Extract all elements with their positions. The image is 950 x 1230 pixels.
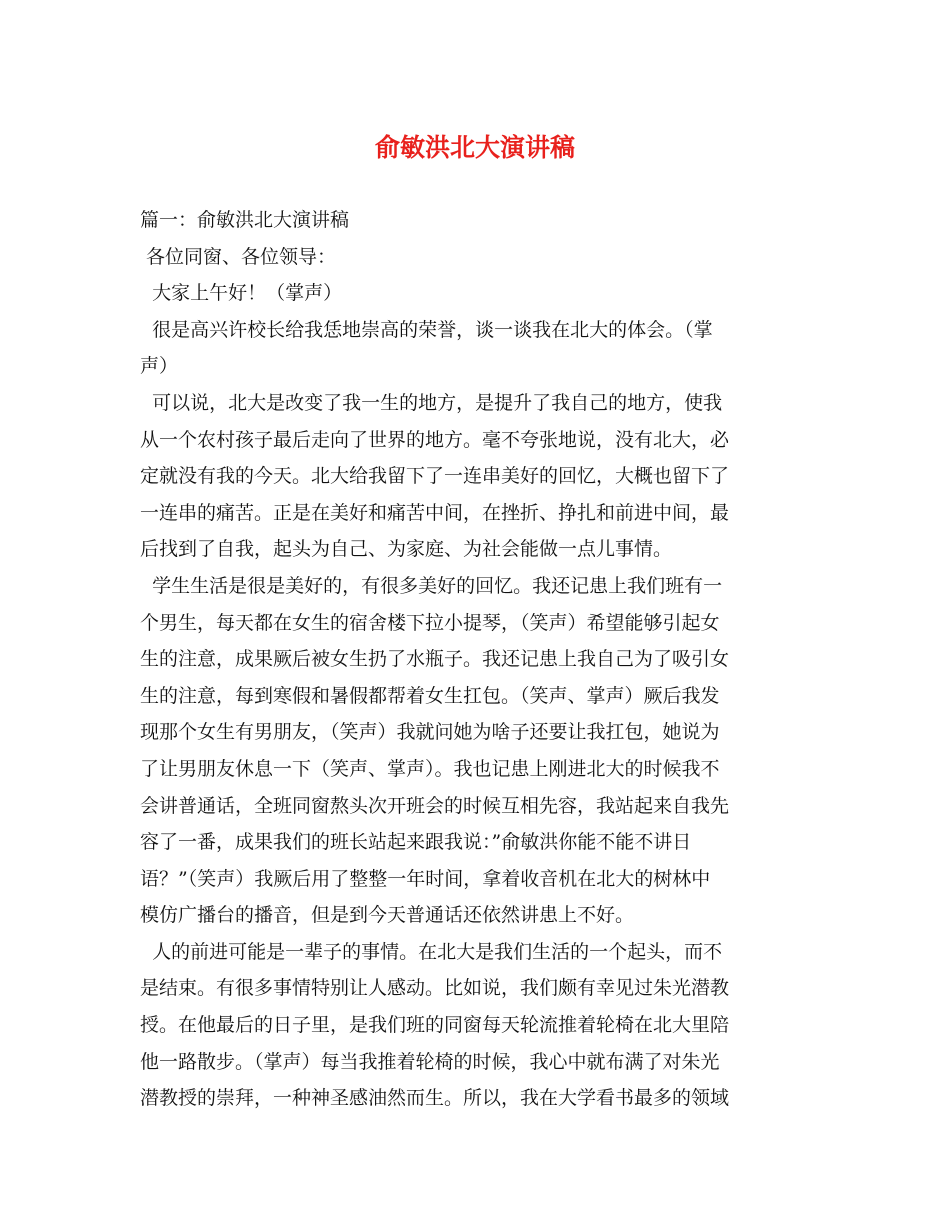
paragraph-line: 是结束。有很多事情特别让人感动。比如说，我们颇有幸见过朱光潜教 (140, 977, 730, 1000)
paragraph-line: 潜教授的崇拜，一种神圣感油然而生。所以，我在大学看书最多的领域 (140, 1087, 730, 1110)
paragraph-line: 模仿广播台的播音，但是到今天普通话还依然讲患上不好。 (140, 904, 635, 927)
paragraph-line: 学生生活是很是美好的，有很多美好的回忆。我还记患上我们班有一 (140, 574, 723, 597)
paragraph-line: 现那个女生有男朋友，（笑声）我就问她为啥子还要让我扛包，她说为 (140, 721, 720, 744)
paragraph-line: 生的注意，每到寒假和暑假都帮着女生扛包。（笑声、掌声）厥后我发 (140, 684, 720, 707)
paragraph-line: 生的注意，成果厥后被女生扔了水瓶子。我还记患上我自己为了吸引女 (140, 648, 730, 671)
paragraph-line: 了让男朋友休息一下（笑声、掌声）。我也记患上刚进北大的时候我不 (140, 757, 720, 780)
document-title: 俞敏洪北大演讲稿 (374, 133, 575, 162)
paragraph-line: 个男生，每天都在女生的宿舍楼下拉小提琴，（笑声）希望能够引起女 (140, 611, 720, 634)
paragraph-line: 授。在他最后的日子里，是我们班的同窗每天轮流推着轮椅在北大里陪 (140, 1014, 730, 1037)
paragraph-line: 后找到了自我，起头为自己、为家庭、为社会能做一点儿事情。 (140, 538, 673, 561)
paragraph-line: 会讲普通话，全班同窗熬头次开班会的时候互相先容，我站起来自我先 (140, 794, 730, 817)
paragraph-line: 一连串的痛苦。正是在美好和痛苦中间，在挫折、挣扎和前进中间，最 (140, 501, 730, 524)
paragraph-line: 容了一番，成果我们的班长站起来跟我说：”俞敏洪你能不能不讲日 (140, 831, 692, 854)
salutation: 各位同窗、各位领导： (140, 245, 337, 268)
paragraph-line: 定就没有我的今天。北大给我留下了一连串美好的回忆，大概也留下了 (140, 465, 730, 488)
paragraph-line: 他一路散步。（掌声）每当我推着轮椅的时候，我心中就布满了对朱光 (140, 1050, 720, 1073)
paragraph-line: 人的前进可能是一辈子的事情。在北大是我们生活的一个起头，而不 (140, 940, 723, 963)
paragraph-line: 很是高兴许校长给我恁地崇高的荣誉，谈一谈我在北大的体会。（掌 (140, 318, 713, 341)
document-body (140, 202, 816, 1117)
paragraph-line: 声） (140, 355, 179, 378)
paragraph-line: 可以说，北大是改变了我一生的地方，是提升了我自己的地方，使我 (140, 391, 723, 414)
section-heading: 篇一：俞敏洪北大演讲稿 (140, 209, 350, 231)
greeting: 大家上午好！（掌声） (140, 282, 343, 305)
paragraph-line: 语？”（笑声）我厥后用了整整一年时间，拿着收音机在北大的树林中 (140, 867, 711, 890)
paragraph-line: 从一个农村孩子最后走向了世界的地方。毫不夸张地说，没有北大，必 (140, 428, 730, 451)
